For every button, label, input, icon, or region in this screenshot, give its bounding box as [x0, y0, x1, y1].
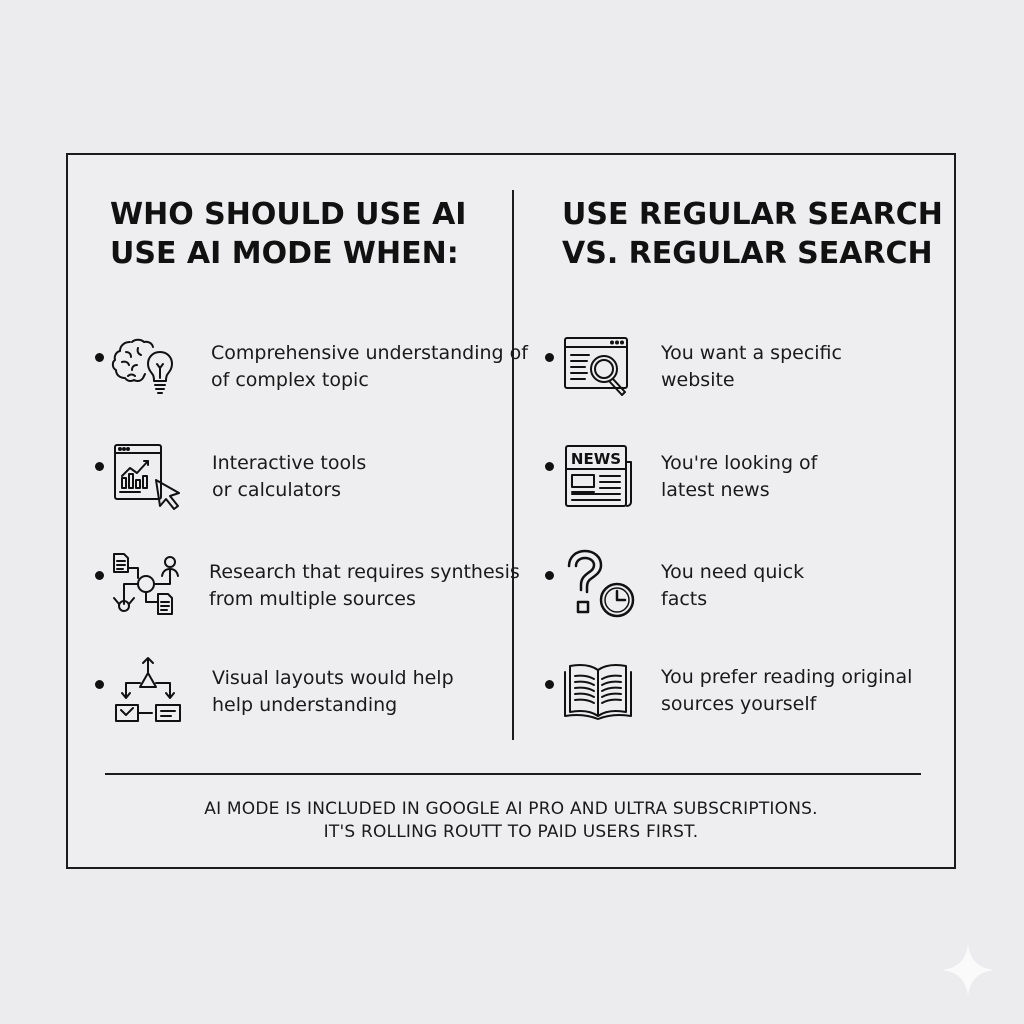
- newspaper-label: NEWS: [570, 450, 622, 468]
- right-item-2-text: You're looking of latest news: [661, 452, 818, 501]
- chart-cursor-icon: [110, 440, 182, 512]
- left-heading-line2: USE AI MODE WHEN:: [110, 236, 459, 271]
- left-heading: [110, 195, 466, 273]
- right-item-1-text: You want a specific website: [661, 342, 842, 391]
- bullet: [545, 571, 554, 580]
- bullet: [545, 680, 554, 689]
- footer-note: [66, 798, 956, 844]
- left-item-4-text: Visual layouts would help help understanding: [212, 667, 454, 716]
- question-clock-icon: [563, 548, 635, 620]
- left-item-2-text: Interactive tools or calculators: [212, 452, 367, 501]
- right-item-3-text: You need quick facts: [661, 561, 805, 610]
- newspaper-icon: [563, 442, 635, 514]
- network-synthesis-icon: [108, 548, 180, 620]
- bullet: [545, 462, 554, 471]
- flowchart-layout-icon: [112, 655, 184, 727]
- column-divider: [512, 190, 514, 740]
- right-heading-line2: VS. REGULAR SEARCH: [562, 236, 933, 271]
- left-heading-line1: WHO SHOULD USE AI: [110, 197, 467, 232]
- right-heading: [562, 195, 943, 273]
- footer-line1: AI MODE IS INCLUDED IN GOOGLE AI PRO AND ULTRA SUBSCRIPTIONS.: [204, 799, 818, 819]
- left-item-3-text: Research that requires synthesis from multiple sources: [209, 561, 520, 610]
- bullet: [95, 680, 104, 689]
- open-book-icon: [562, 652, 634, 724]
- sparkle-icon: [940, 942, 996, 998]
- bullet: [545, 353, 554, 362]
- bullet: [95, 571, 104, 580]
- bullet: [95, 462, 104, 471]
- footer-line2: IT'S ROLLING ROUTT TO PAID USERS FIRST.: [323, 822, 699, 842]
- footer-divider: [105, 773, 921, 775]
- bullet: [95, 353, 104, 362]
- brain-lightbulb-icon: [108, 330, 180, 402]
- right-item-4-text: You prefer reading original sources yourself: [661, 666, 913, 715]
- browser-search-icon: [562, 333, 634, 405]
- left-item-1-text: Comprehensive understanding of of complex topic: [211, 342, 528, 391]
- right-heading-line1: USE REGULAR SEARCH: [562, 197, 943, 232]
